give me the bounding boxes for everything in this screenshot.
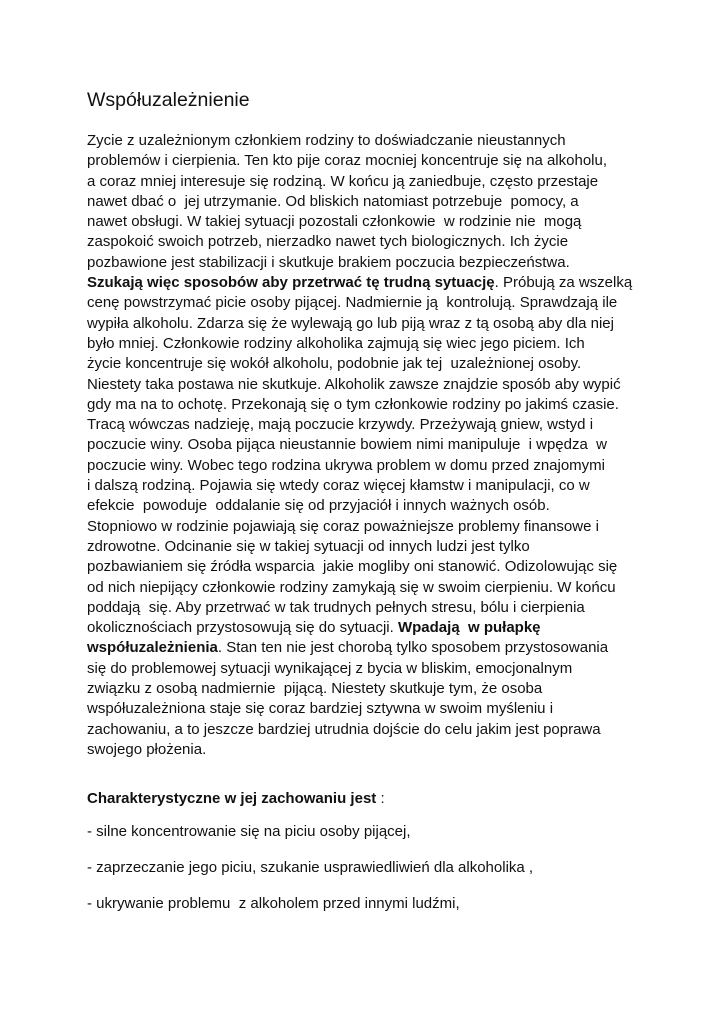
text-line: pozbawione jest stabilizacji i skutkuje brakiem poczucia bezpieczeństwa.: [87, 253, 570, 271]
text-line: [87, 618, 655, 638]
text-line: efekcie powoduje oddalanie się od przyjaciół i innych ważnych osób.: [87, 497, 550, 515]
text-fragment: . Stan ten nie jest chorobą tylko sposobem przystosowania: [217, 639, 609, 657]
text-line: pozbawianiem się źródła wsparcia jakie mogliby oni stanowić. Odizolowując się: [87, 558, 618, 576]
section-heading: [87, 790, 385, 807]
list-item: - zaprzeczanie jego piciu, szukanie usprawiedliwień dla alkoholika ,: [87, 859, 534, 876]
text-line: a coraz mniej interesuje się rodziną. W końcu ją zaniedbuje, często przestaje: [87, 172, 599, 190]
text-line: problemów i cierpienia. Ten kto pije coraz mocniej koncentruje się na alkoholu,: [87, 152, 608, 170]
text-line: nawet obsługi. W takiej sytuacji pozostali członkowie w rodzinie nie mogą: [87, 213, 582, 231]
text-line: współuzależniona staje się coraz bardziej sztywna w swoim myśleniu i: [87, 700, 554, 718]
text-line: Tracą wówczas nadzieję, mają poczucie krzywdy. Przeżywają gniew, wstyd i: [87, 416, 594, 434]
text-line: poczucie winy. Wobec tego rodzina ukrywa problem w domu przed znajomymi: [87, 456, 606, 474]
section-heading-colon: :: [376, 790, 385, 807]
text-line: i dalszą rodziną. Pojawia się wtedy coraz więcej kłamstw i manipulacji, co w: [87, 477, 590, 495]
list-item: - silne koncentrowanie się na piciu osoby pijącej,: [87, 823, 411, 840]
page-title: Współuzależnienie: [87, 89, 250, 111]
text-line: swojego płożenia.: [87, 740, 207, 758]
text-line: Zycie z uzależnionym członkiem rodziny to doświadczanie nieustannych: [87, 132, 566, 149]
text-line: związku z osobą nadmiernie pijącą. Niestety skutkuje tym, że osoba: [87, 680, 543, 698]
text-line: poddają się. Aby przetrwać w tak trudnych pełnych stresu, bólu i cierpienia: [87, 598, 585, 616]
text-line: było mniej. Członkowie rodziny alkoholika zajmują się wiec jego piciem. Ich: [87, 334, 585, 352]
text-line: się do problemowej sytuacji wynikającej z bycia w bliskim, emocjonalnym: [87, 659, 573, 677]
text-line: życie koncentruje się wokół alkoholu, podobnie jak tej uzależnionej osoby.: [87, 355, 582, 373]
body-paragraph: [87, 131, 655, 760]
text-line: [87, 638, 655, 658]
text-fragment: okolicznościach przystosowują się do sytuacji.: [87, 619, 398, 637]
text-line: nawet dbać o jej utrzymanie. Od bliskich natomiast potrzebuje pomocy, a: [87, 192, 579, 210]
text-line: poczucie winy. Osoba pijąca nieustannie bowiem nimi manipuluje i wpędza w: [87, 436, 607, 454]
bold-phrase: Wpadają w pułapkę: [397, 619, 541, 637]
text-line: wypiła alkoholu. Zdarza się że wylewają go lub piją wraz z tą osobą aby dla niej: [87, 314, 614, 332]
text-line: Niestety taka postawa nie skutkuje. Alkoholik zawsze znajdzie sposób aby wypić: [87, 375, 621, 393]
text-line: zachowaniu, a to jeszcze bardziej utrudnia dojście do celu jakim jest poprawa: [87, 720, 601, 738]
list-item: - ukrywanie problemu z alkoholem przed innymi ludźmi,: [87, 895, 460, 912]
text-line: od nich niepijący członkowie rodziny zamykają się w swoim cierpieniu. W końcu: [87, 578, 616, 596]
text-line: Stopniowo w rodzinie pojawiają się coraz poważniejsze problemy finansowe i: [87, 517, 599, 535]
text-line: gdy ma na to ochotę. Przekonają się o tym członkowie rodziny po jakimś czasie.: [87, 395, 619, 413]
bold-phrase: Szukają więc sposobów aby przetrwać tę trudną sytuację: [87, 274, 495, 292]
text-fragment: . Próbują za wszelką: [494, 274, 633, 292]
text-line: zaspokoić swoich potrzeb, nierzadko nawet tych biologicznych. Ich życie: [87, 233, 569, 251]
text-line: zdrowotne. Odcinanie się w takiej sytuacji od innych ludzi jest tylko: [87, 537, 530, 555]
bold-phrase: współuzależnienia: [87, 639, 218, 657]
text-line: [87, 273, 655, 293]
text-line: cenę powstrzymać picie osoby pijącej. Nadmiernie ją kontrolują. Sprawdzają ile: [87, 294, 618, 312]
section-heading-bold: Charakterystyczne w jej zachowaniu jest: [87, 790, 377, 807]
